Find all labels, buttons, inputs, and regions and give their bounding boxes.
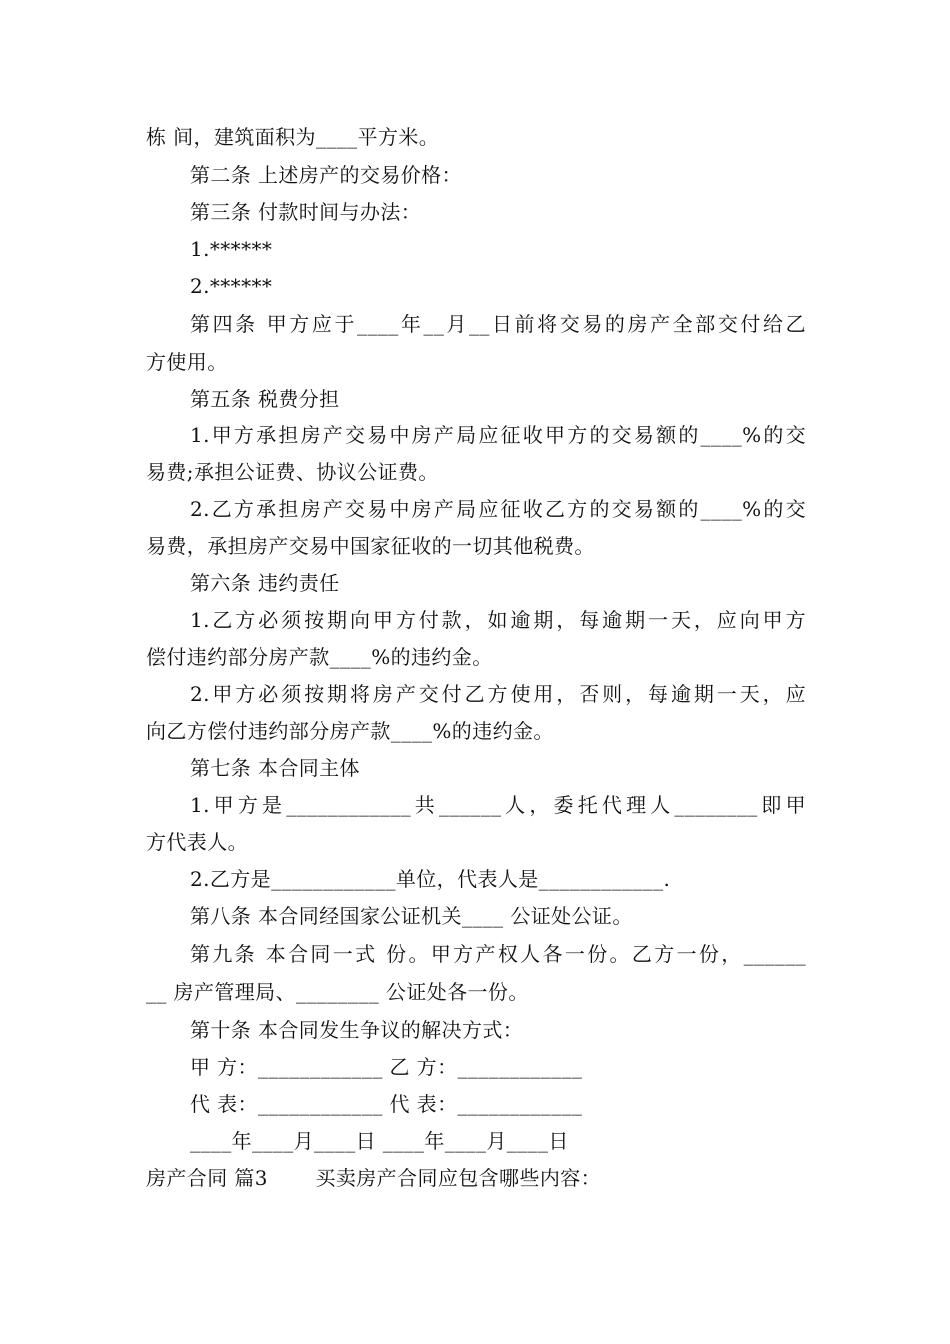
text-line: 向乙方偿付违约部分房产款____%的违约金。 [146,719,554,743]
signature-date-line: ____年____月____日 ____年____月____日 [190,1129,569,1153]
article-text: 第九条 本合同一式 份。甲方产权人各一份。乙方一份，______ [190,942,806,966]
list-item: 2.甲方必须按期将房产交付乙方使用，否则，每逾期一天，应 [190,682,806,706]
list-item: 1.乙方必须按期向甲方付款，如逾期，每逾期一天，应向甲方 [190,608,806,632]
article-text: 第四条 甲方应于____年__月__日前将交易的房产全部交付给乙 [190,312,806,336]
list-item: 1.甲方是____________共______人，委托代理人________即甲 [190,793,806,817]
text-line: 易费，承担房产交易中国家征收的一切其他税费。 [146,534,595,558]
list-item: 2.乙方是____________单位，代表人是____________. [190,867,671,891]
list-item: 1.****** [190,237,273,261]
article-text: 第八条 本合同经国家公证机关____ 公证处公证。 [190,904,633,928]
article-heading: 第十条 本合同发生争议的解决方式： [190,1018,524,1042]
text-line: 方代表人。 [146,830,248,854]
text-line: 偿付违约部分房产款____%的违约金。 [146,645,493,669]
article-heading: 第二条 上述房产的交易价格： [190,163,462,187]
list-item: 2.乙方承担房产交易中房产局应征收乙方的交易额的____%的交 [190,497,806,521]
section-heading: 房产合同 篇3 买卖房产合同应包含哪些内容： [146,1166,602,1190]
signature-party-line: 甲 方：____________ 乙 方：____________ [190,1055,583,1079]
signature-representative-line: 代 表：____________ 代 表：____________ [190,1092,583,1116]
text-line: 方使用。 [146,350,228,374]
article-heading: 第七条 本合同主体 [190,756,360,780]
article-heading: 第三条 付款时间与办法： [190,200,422,224]
article-heading: 第五条 税费分担 [190,387,340,411]
list-item: 1.甲方承担房产交易中房产局应征收甲方的交易额的____%的交 [190,423,806,447]
text-line: 易费;承担公证费、协议公证费。 [146,460,439,484]
article-heading: 第六条 违约责任 [190,571,340,595]
text-line: __ 房产管理局、________ 公证处各一份。 [146,980,529,1004]
list-item: 2.****** [190,274,273,298]
text-line: 栋 间，建筑面积为____平方米。 [146,125,440,149]
